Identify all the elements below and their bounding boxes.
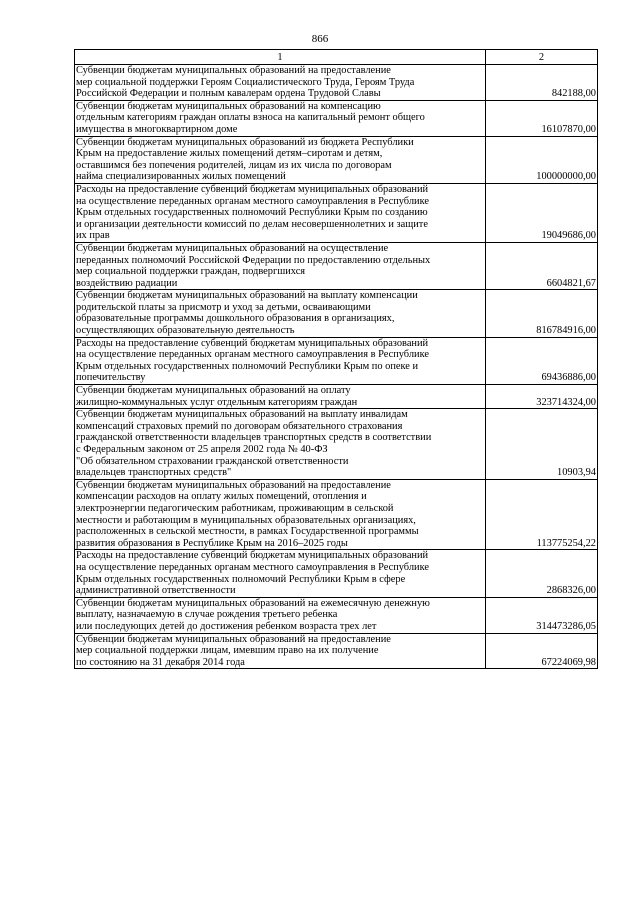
row-amount: 323714324,00 <box>486 385 598 409</box>
description-line: Субвенции бюджетам муниципальных образований на компенсацию <box>76 100 381 112</box>
description-line: Крым отдельных государственных полномочий Республики Крым по созданию <box>76 207 428 219</box>
row-description <box>75 633 486 669</box>
row-description <box>75 409 486 480</box>
table-row <box>75 100 598 136</box>
table-row <box>75 409 598 480</box>
description-line: выплату, назначаемую в случае рождения третьего ребенка <box>76 609 338 621</box>
row-amount: 16107870,00 <box>486 100 598 136</box>
table-row <box>75 290 598 337</box>
column-header-1: 1 <box>75 50 486 65</box>
description-line: электроэнергии педагогическим работникам, проживающим в сельской <box>76 502 394 514</box>
row-amount: 314473286,05 <box>486 597 598 633</box>
description-line: Крым на предоставление жилых помещений детям–сиротам и детям, <box>76 148 383 160</box>
description-line: жилищно-коммунальных услуг отдельным категориям граждан <box>76 396 358 408</box>
description-line: мер социальной поддержки граждан, подвергшихся <box>76 266 306 278</box>
row-amount: 19049686,00 <box>486 183 598 242</box>
description-line: воздействию радиации <box>76 277 178 289</box>
description-line: найма специализированных жилых помещений <box>76 171 286 183</box>
description-line: развития образования в Республике Крым на 2016–2025 годы <box>76 537 348 549</box>
row-amount: 2868326,00 <box>486 550 598 597</box>
description-line: владельцев транспортных средств" <box>76 467 232 479</box>
row-amount: 69436886,00 <box>486 337 598 384</box>
row-amount: 113775254,22 <box>486 479 598 550</box>
column-header-2: 2 <box>486 50 598 65</box>
row-amount: 67224069,98 <box>486 633 598 669</box>
description-line: имущества в многоквартирном доме <box>76 123 238 135</box>
description-line: местности и работающим в муниципальных образовательных организациях, <box>76 514 416 526</box>
description-line: попечительству <box>76 372 146 384</box>
description-line: мер социальной поддержки Героям Социалистического Труда, Героям Труда <box>76 76 415 88</box>
description-line: "Об обязательном страховании гражданской ответственности <box>76 455 349 467</box>
description-line: на осуществление переданных органам местного самоуправления в Республике <box>76 195 429 207</box>
description-line: компенсации расходов на оплату жилых помещений, отопления и <box>76 491 367 503</box>
row-amount: 842188,00 <box>486 65 598 101</box>
table-row <box>75 550 598 597</box>
table-row <box>75 136 598 183</box>
table-row <box>75 242 598 289</box>
description-line: или последующих детей до достижения ребенком возраста трех лет <box>76 620 377 632</box>
row-description <box>75 136 486 183</box>
row-description <box>75 65 486 101</box>
description-line: Субвенции бюджетам муниципальных образований на осуществление <box>76 242 389 254</box>
description-line: гражданской ответственности владельцев транспортных средств в соответствии <box>76 432 432 444</box>
table-row <box>75 65 598 101</box>
description-line: расположенных в сельской местности, в рамках Государственной программы <box>76 526 419 538</box>
description-line: оставшимся без попечения родителей, лицам из их числа по договорам <box>76 159 392 171</box>
description-line: Субвенции бюджетам муниципальных образований на оплату <box>76 385 351 397</box>
description-line: Субвенции бюджетам муниципальных образований на предоставление <box>76 479 391 491</box>
description-line: Крым отдельных государственных полномочий Республики Крым в сфере <box>76 573 406 585</box>
description-line: отдельным категориям граждан оплаты взноса на капитальный ремонт общего <box>76 112 425 124</box>
description-line: Субвенции бюджетам муниципальных образований на выплату компенсации <box>76 290 418 302</box>
description-line: Расходы на предоставление субвенций бюджетам муниципальных образований <box>76 550 429 562</box>
description-line: и организации деятельности комиссий по делам несовершеннолетних и защите <box>76 218 428 230</box>
description-line: с Федеральным законом от 25 апреля 2002 года № 40-ФЗ <box>76 444 328 455</box>
page-number: 866 <box>311 33 329 45</box>
table-row <box>75 337 598 384</box>
row-description <box>75 183 486 242</box>
description-line: Субвенции бюджетам муниципальных образований на предоставление <box>76 633 391 645</box>
row-amount: 6604821,67 <box>486 242 598 289</box>
budget-table <box>74 49 598 669</box>
description-line: родительской платы за присмотр и уход за детьми, осваивающими <box>76 301 371 313</box>
description-line: их прав <box>76 230 110 242</box>
row-description <box>75 242 486 289</box>
row-description <box>75 597 486 633</box>
description-line: Расходы на предоставление субвенций бюджетам муниципальных образований <box>76 183 429 195</box>
table-row <box>75 479 598 550</box>
description-line: Субвенции бюджетам муниципальных образований из бюджета Республики <box>76 136 414 148</box>
table-row <box>75 633 598 669</box>
description-line: Российской Федерации и полным кавалерам ордена Трудовой Славы <box>76 88 381 100</box>
description-line: на осуществление переданных органам местного самоуправления в Республике <box>76 349 429 361</box>
table-row <box>75 597 598 633</box>
description-line: на осуществление переданных органам местного самоуправления в Республике <box>76 561 429 573</box>
row-description <box>75 550 486 597</box>
row-description <box>75 385 486 409</box>
row-amount: 100000000,00 <box>486 136 598 183</box>
row-description <box>75 100 486 136</box>
row-description <box>75 290 486 337</box>
description-line: Субвенции бюджетам муниципальных образований на ежемесячную денежную <box>76 597 430 609</box>
description-line: по состоянию на 31 декабря 2014 года <box>76 656 245 668</box>
table-header-row <box>75 50 598 65</box>
description-line: осуществляющих образовательную деятельность <box>76 325 295 337</box>
description-line: переданных полномочий Российской Федерации по предоставлению отдельных <box>76 254 431 266</box>
table-row <box>75 183 598 242</box>
description-line: Субвенции бюджетам муниципальных образований на выплату инвалидам <box>76 409 408 421</box>
description-line: компенсаций страховых премий по договорам обязательного страхования <box>76 420 403 432</box>
description-line: административной ответственности <box>76 585 236 597</box>
row-description <box>75 337 486 384</box>
description-line: Субвенции бюджетам муниципальных образований на предоставление <box>76 65 391 76</box>
description-line: Крым отдельных государственных полномочий Республики Крым по опеке и <box>76 360 419 372</box>
description-line: образовательные программы дошкольного образования в организациях, <box>76 313 395 325</box>
row-description <box>75 479 486 550</box>
row-amount: 10903,94 <box>486 409 598 480</box>
row-amount: 816784916,00 <box>486 290 598 337</box>
table-row <box>75 385 598 409</box>
description-line: мер социальной поддержки лицам, имевшим право на их получение <box>76 645 379 657</box>
description-line: Расходы на предоставление субвенций бюджетам муниципальных образований <box>76 337 429 349</box>
